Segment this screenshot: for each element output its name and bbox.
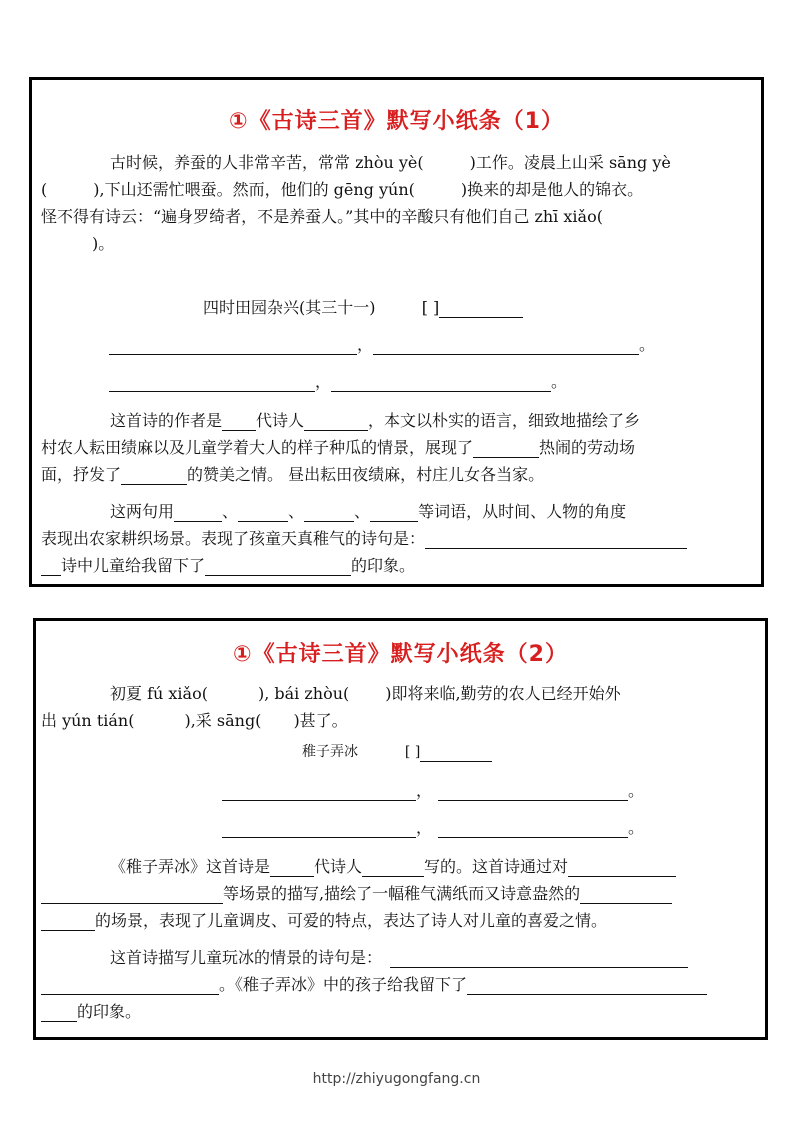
answer-blank[interactable] [568, 860, 676, 877]
para3-line-1: 这两句用 、 、 、 等词语，从时间、人物的角度 [110, 502, 627, 521]
para2-line-1: 《稚子弄冰》这首诗是 代诗人 写的。这首诗通过对 [110, 857, 676, 877]
word-blank[interactable] [304, 505, 354, 522]
card-title: ①《古诗三首》默写小纸条（2） [233, 642, 568, 667]
verse-blank[interactable] [109, 375, 315, 392]
intro-line-3: 怪不得有诗云：“遍身罗绮者，不是养蚕人。”其中的辛酸只有他们自己 zhī xiǎo( [41, 207, 603, 226]
answer-blank[interactable] [41, 914, 95, 931]
verse-blank[interactable] [425, 532, 687, 549]
dynasty-blank[interactable] [222, 414, 256, 431]
verse-blank[interactable] [109, 338, 357, 355]
intro-line-4: )。 [92, 234, 115, 253]
poem-header [302, 742, 492, 762]
poem-title: 稚子弄冰 [302, 744, 358, 760]
para3-line-3: 的印象。 [41, 1002, 141, 1022]
para2-line-3: 面，抒发了 的赞美之情。 昼出耘田夜绩麻，村庄儿女各当家。 [41, 465, 545, 484]
verse-blank[interactable] [373, 338, 639, 355]
para3-line-1: 这首诗描写儿童玩冰的情景的诗句是： [110, 948, 688, 968]
answer-blank[interactable] [473, 441, 539, 458]
verse-blank[interactable] [438, 821, 628, 838]
verse-blank[interactable] [390, 951, 688, 968]
para3-line-3: 诗中儿童给我留下了 的印象。 [41, 556, 415, 576]
poem-header [203, 298, 523, 318]
worksheet-card-1 [29, 77, 764, 587]
dynasty-bracket[interactable]: [ ] [404, 744, 421, 760]
verse-blank[interactable] [438, 784, 628, 801]
answer-blank[interactable] [41, 887, 223, 904]
para3-line-2: 。《稚子弄冰》中的孩子给我留下了 [41, 975, 707, 995]
intro-line-1: 初夏 fú xiǎo( ), bái zhòu( )即将来临,勤劳的农人已经开始外 [110, 684, 621, 703]
impression-blank[interactable] [467, 978, 707, 995]
worksheet-card-2 [33, 618, 768, 1040]
verse-blank[interactable] [222, 784, 416, 801]
answer-blank[interactable] [121, 468, 187, 485]
card-title: ①《古诗三首》默写小纸条（1） [229, 109, 564, 134]
poem-line-2: ， 。 [222, 818, 644, 838]
verse-blank[interactable] [331, 375, 551, 392]
poem-line-1: ， 。 [109, 335, 655, 355]
author-blank[interactable] [420, 745, 492, 762]
verse-blank[interactable] [222, 821, 416, 838]
intro-line-2: ( ),下山还需忙喂蚕。然而，他们的 gēng yún( )换来的却是他人的锦衣。 [41, 180, 644, 199]
verse-blank[interactable] [41, 559, 61, 576]
intro-line-2: 出 yún tián( ),采 sāng( )甚了。 [41, 711, 348, 730]
poem-line-1: ， 。 [222, 781, 644, 801]
para2-line-2: 村农人耘田绩麻以及儿童学着大人的样子种瓜的情景，展现了 热闹的劳动场 [41, 438, 636, 457]
para2-line-2: 等场景的描写,描绘了一幅稚气满纸而又诗意盎然的 [41, 884, 672, 904]
para2-line-3: 的场景，表现了儿童调皮、可爱的特点，表达了诗人对儿童的喜爱之情。 [41, 911, 607, 931]
word-blank[interactable] [370, 505, 418, 522]
dynasty-blank[interactable] [270, 860, 314, 877]
para2-line-1: 这首诗的作者是 代诗人 ，本文以朴实的语言，细致地描绘了乡 [110, 411, 641, 430]
impression-blank[interactable] [205, 559, 351, 576]
poem-title: 四时田园杂兴(其三十一) [203, 298, 376, 317]
word-blank[interactable] [238, 505, 288, 522]
footer-url[interactable]: http://zhiyugongfang.cn [312, 1071, 481, 1087]
poet-blank[interactable] [304, 414, 368, 431]
dynasty-bracket[interactable]: [ ] [421, 298, 440, 317]
answer-blank[interactable] [580, 887, 672, 904]
author-blank[interactable] [439, 301, 523, 318]
poem-line-2: ， 。 [109, 372, 567, 392]
para3-line-2: 表现出农家耕织场景。表现了孩童天真稚气的诗句是： [41, 529, 687, 549]
verse-blank[interactable] [41, 978, 219, 995]
poet-blank[interactable] [362, 860, 424, 877]
word-blank[interactable] [174, 505, 222, 522]
intro-line-1: 古时候，养蚕的人非常辛苦，常常 zhòu yè( )工作。凌晨上山采 sāng yè [110, 153, 671, 172]
impression-blank[interactable] [41, 1005, 77, 1022]
